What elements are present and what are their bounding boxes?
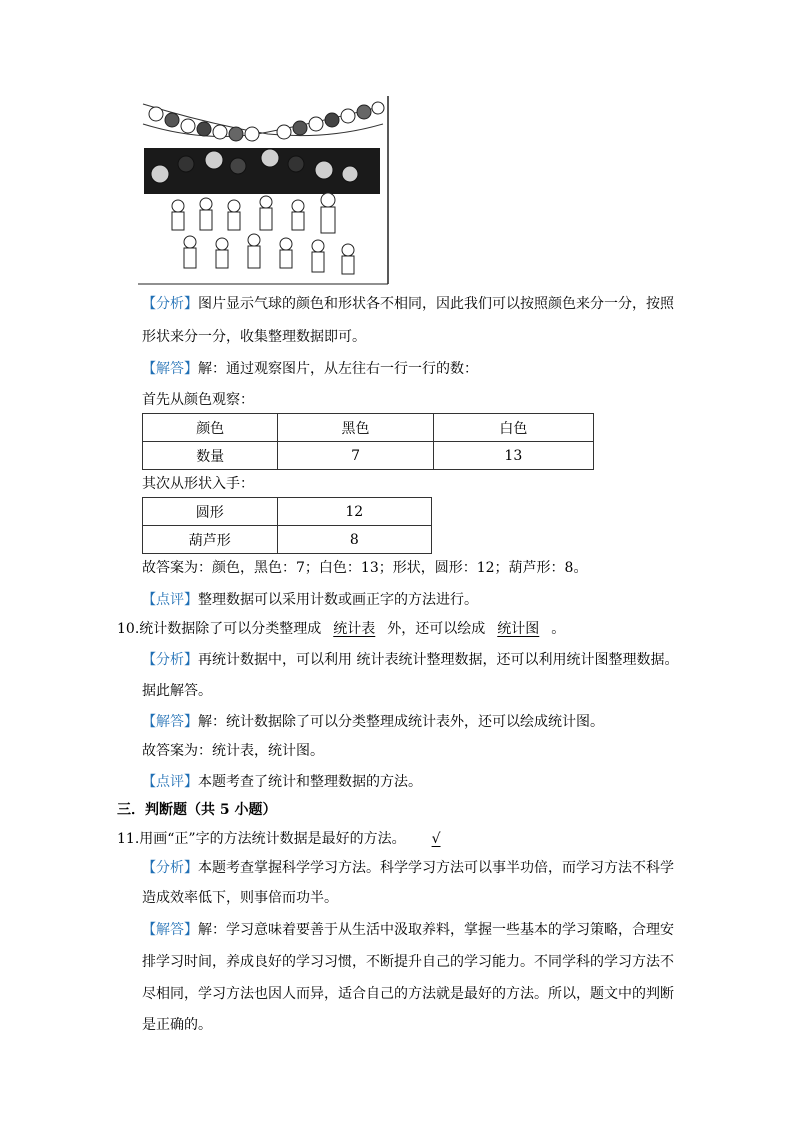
q10-blank-1: 统计表	[333, 621, 376, 637]
comment-tag: 【点评】	[142, 592, 198, 608]
q9-answer: 【解答】解：通过观察图片，从左往右一行一行的数：	[142, 361, 478, 377]
answer-tag: 【解答】	[142, 714, 198, 730]
table-cell: 颜色	[143, 414, 278, 442]
table-row	[143, 442, 594, 470]
table-cell: 黑色	[278, 414, 433, 442]
table-cell: 7	[278, 442, 433, 470]
q11-answer: 【解答】解：学习意味着要善于从生活中汲取养料，掌握一些基本的学习策略，合理安	[142, 922, 674, 938]
shape-count-table	[142, 497, 432, 554]
analysis-tag: 【分析】	[142, 860, 198, 876]
answer-tag: 【解答】	[142, 922, 198, 938]
q9-analysis-cont: 形状来分一分，收集整理数据即可。	[142, 329, 366, 345]
q10-comment: 【点评】本题考查了统计和整理数据的方法。	[142, 774, 422, 790]
q11-analysis-cont: 造成效率低下，则事倍而功半。	[142, 890, 338, 906]
table-cell: 12	[277, 498, 431, 526]
table-cell: 圆形	[143, 498, 278, 526]
q10-analysis-cont: 据此解答。	[142, 683, 212, 699]
table-cell: 白色	[433, 414, 593, 442]
q9-comment: 【点评】整理数据可以采用计数或画正字的方法进行。	[142, 592, 478, 608]
q11-analysis: 【分析】本题考查掌握科学学习方法。科学学习方法可以事半功倍，而学习方法不科学	[142, 860, 674, 876]
table-cell: 13	[433, 442, 593, 470]
table-row	[143, 414, 594, 442]
q11-answer-line-3: 尽相同，学习方法也因人而异，适合自己的方法就是最好的方法。所以，题文中的判断	[142, 986, 674, 1002]
table-row	[143, 526, 432, 554]
q11-answer-line-2: 排学习时间，养成良好的学习习惯，不断提升自己的学习能力。不同学科的学习方法不	[142, 954, 674, 970]
table-cell: 数量	[143, 442, 278, 470]
color-count-table	[142, 413, 594, 470]
q11-answer-line-4: 是正确的。	[142, 1017, 212, 1033]
q10-analysis: 【分析】再统计数据中，可以利用 统计表统计整理数据，还可以利用统计图整理数据。	[142, 652, 679, 668]
table-cell: 葫芦形	[143, 526, 278, 554]
q9-analysis: 【分析】图片显示气球的颜色和形状各不相同，因此我们可以按照颜色来分一分，按照	[142, 296, 674, 312]
section-title: 三．判断题（共 5 小题）	[117, 802, 277, 818]
comment-tag: 【点评】	[142, 774, 198, 790]
answer-tag: 【解答】	[142, 361, 198, 377]
q9-conclusion: 故答案为：颜色，黑色：7；白色：13；形状，圆形：12；葫芦形：8。	[142, 560, 588, 576]
q10-blank-2: 统计图	[497, 621, 540, 637]
analysis-tag: 【分析】	[142, 652, 198, 668]
childrens-day-illustration	[138, 94, 389, 286]
q10-stem: 10.统计数据除了可以分类整理成 统计表 外，还可以绘成 统计图 。	[117, 621, 566, 637]
q9-color-intro: 首先从颜色观察：	[142, 392, 254, 408]
q11-stem: 11.用画“正”字的方法统计数据是最好的方法。 √	[117, 829, 461, 849]
q9-shape-intro: 其次从形状入手：	[142, 476, 254, 492]
q10-answer: 【解答】解：统计数据除了可以分类整理成统计表外，还可以绘成统计图。	[142, 714, 604, 730]
table-cell: 8	[277, 526, 431, 554]
analysis-tag: 【分析】	[142, 296, 198, 312]
q11-blank: √	[431, 831, 441, 847]
table-row	[143, 498, 432, 526]
q10-conclusion: 故答案为：统计表，统计图。	[142, 743, 324, 759]
